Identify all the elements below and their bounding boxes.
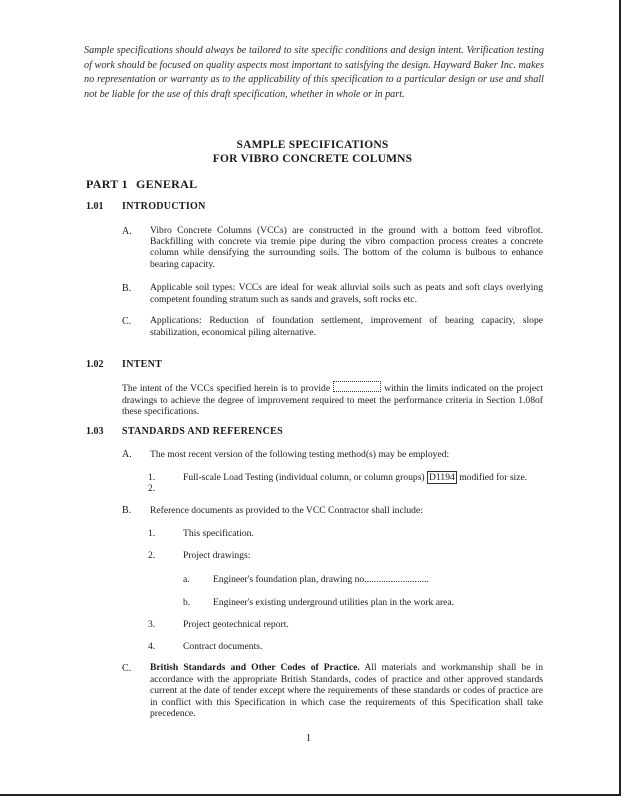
- section-title-introduction: INTRODUCTION: [122, 201, 206, 212]
- testing-item-number-1: 1.: [148, 472, 156, 483]
- disclaimer-paragraph: Sample specifications should always be tailored to site specific conditions and design intent. Verification testing of work should be focused on quality aspects most important to satisfying the design. Hayward Baker Inc. makes no representation or warranty as to the applicability of this specification to a particular design or use and shall not be liable for the use of this draft specification, whether in whole or in part.: [84, 45, 544, 100]
- british-standards-heading: British Standards and Other Codes of Practice.: [150, 662, 360, 673]
- reference-number-2: 2.: [148, 550, 156, 561]
- standards-item-c: [150, 662, 543, 720]
- document-title-line-1: SAMPLE SPECIFICATIONS: [236, 139, 389, 151]
- reference-number-4: 4.: [148, 641, 156, 652]
- standards-item-a: The most recent version of the following testing method(s) may be employed:: [150, 449, 450, 460]
- page-number: 1: [306, 733, 311, 744]
- reference-sub-letter-b: b.: [183, 597, 191, 608]
- section-title-standards: STANDARDS AND REFERENCES: [122, 426, 283, 437]
- item-letter-b: B.: [122, 505, 132, 516]
- document-title-line-2: FOR VIBRO CONCRETE COLUMNS: [212, 153, 413, 165]
- testing-item-1: [183, 472, 527, 483]
- british-standards-text: All materials and workmanship shall be in accordance with the appropriate British Standards, codes of practice and other approved standards current at the date of tender except where the requirements of these standards or codes of practice are in conflict with this Specification in which case the requirements of this Specification shall take precedence.: [150, 662, 544, 720]
- reference-sub-letter-a: a.: [183, 574, 190, 585]
- section-number-1-03: 1.03: [86, 426, 104, 437]
- item-letter-c: C.: [122, 316, 132, 327]
- section-title-intent: INTENT: [122, 359, 163, 370]
- intent-paragraph: [122, 381, 543, 418]
- reference-item-2: Project drawings:: [183, 550, 251, 561]
- standards-item-b: Reference documents as provided to the VCC Contractor shall include:: [150, 505, 423, 516]
- introduction-item-c: Applications: Reduction of foundation settlement, improvement of bearing capacity, slope stabilization, economical piling alternative.: [150, 315, 543, 338]
- item-letter-b: B.: [122, 283, 132, 294]
- part-number: PART 1: [86, 177, 128, 191]
- astm-code-box: D1194: [429, 472, 455, 483]
- part-heading: [86, 177, 197, 192]
- intent-text-before: The intent of the VCCs specified herein is to provide: [122, 383, 331, 394]
- part-title: GENERAL: [135, 177, 198, 191]
- item-letter-c: C.: [122, 663, 132, 674]
- reference-item-1: This specification.: [183, 528, 254, 539]
- section-number-1-02: 1.02: [86, 359, 104, 370]
- reference-sub-item-a: Engineer's foundation plan, drawing no...........................: [213, 574, 429, 585]
- reference-number-3: 3.: [148, 619, 156, 630]
- introduction-item-b: Applicable soil types: VCCs are ideal for weak alluvial soils such as peats and soft clays overlying competent founding stratum such as sands and gravels, soft rocks etc.: [150, 282, 543, 305]
- testing-item-1-text: Full-scale Load Testing (individual column, or column groups): [183, 472, 425, 483]
- item-letter-a: A.: [122, 449, 132, 460]
- reference-number-1: 1.: [148, 528, 156, 539]
- introduction-item-a: Vibro Concrete Columns (VCCs) are constructed in the ground with a bottom feed vibroflot. Backfilling with concrete via tremie pipe during the vibro compaction process creates a concrete column while densifying the surrounding soils. The bottom of the column is bulbous to enhance bearing capacity.: [150, 225, 543, 270]
- intent-text-after: within the limits indicated on the project drawings to achieve the degree of improvement required to meet the performance criteria in Section 1.08of these specifications.: [122, 383, 543, 418]
- item-letter-a: A.: [122, 226, 132, 237]
- intent-blank-field[interactable]: [333, 381, 381, 392]
- reference-item-3: Project geotechnical report.: [183, 619, 289, 630]
- testing-item-1-suffix: modified for size.: [459, 472, 528, 483]
- section-number-1-01: 1.01: [86, 201, 104, 212]
- reference-item-4: Contract documents.: [183, 641, 263, 652]
- reference-sub-item-b: Engineer's existing underground utilities plan in the work area.: [213, 597, 455, 608]
- testing-item-number-2: 2.: [148, 483, 156, 494]
